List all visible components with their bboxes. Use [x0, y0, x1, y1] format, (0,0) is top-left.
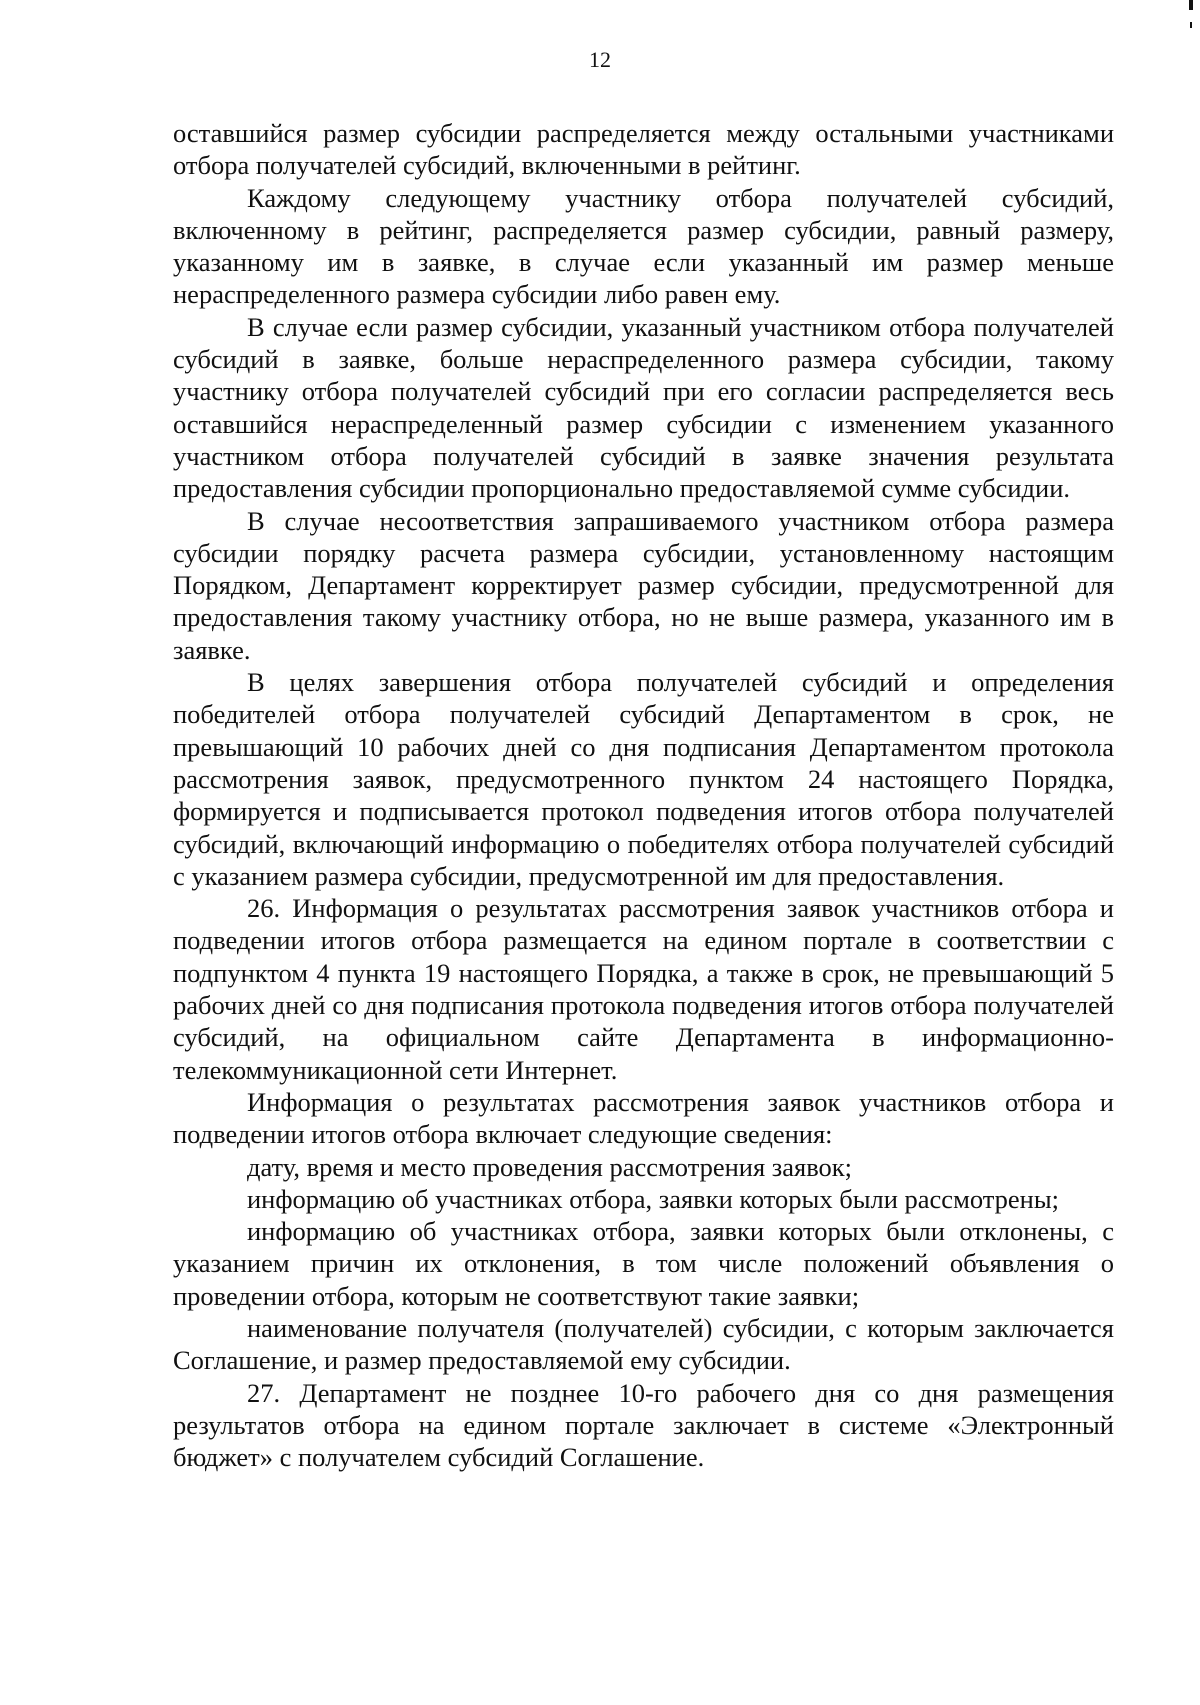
paragraph-selection-completion: В целях завершения отбора получателей субсидий и определения победителей отбора получателей субсидий Департаментом в срок, не превышающий 10 рабочих дней со дня подписания Департаментом протокола рассмотрения заявок, предусмотренного пунктом 24 настоящего Порядка, формируется и подписывается протокол подведения итогов отбора получателей субсидий, включающий информацию о победителях отбора получателей субсидий с указанием размера субсидии, предусмотренной им для предоставления. — [173, 667, 1114, 891]
paragraph-next-participant: Каждому следующему участнику отбора получателей субсидий, включенному в рейтинг, распределяется размер субсидии, равный размеру, указанному им в заявке, в случае если указанный им размер меньше нераспределенного размера субсидии либо равен ему. — [173, 182, 1114, 310]
paragraph-excess-amount: В случае если размер субсидии, указанный участником отбора получателей субсидий в заявке, больше нераспределенного размера субсидии, такому участнику отбора получателей субсидий при его согласии распределяется весь оставшийся нераспределенный размер субсидии с изменением указанного участником отбора получателей субсидий в заявке значения результата предоставления субсидии пропорционально предоставляемой сумме субсидии. — [173, 311, 1114, 504]
list-item-recipient-name: наименование получателя (получателей) субсидии, с которым заключается Соглашение, и размер предоставляемой ему субсидии. — [173, 1312, 1114, 1376]
list-item-review-date: дату, время и место проведения рассмотрения заявок; — [247, 1151, 853, 1182]
scan-artifact-mark — [1190, 22, 1192, 28]
list-item-reviewed-participants: информацию об участниках отбора, заявки которых были рассмотрены; — [247, 1183, 1060, 1214]
paragraph-continuation: оставшийся размер субсидии распределяется между остальными участниками отбора получателей субсидий, включенными в рейтинг. — [173, 118, 1114, 181]
scan-artifact-mark — [1189, 0, 1193, 10]
document-body — [173, 117, 1114, 1473]
paragraph-information-content: Информация о результатах рассмотрения заявок участников отбора и подведении итогов отбора включает следующие сведения: — [173, 1086, 1114, 1150]
paragraph-item-26: 26. Информация о результатах рассмотрения заявок участников отбора и подведении итогов отбора размещается на едином портале в соответствии с подпунктом 4 пункта 19 настоящего Порядка, а также в срок, не превышающий 5 рабочих дней со дня подписания протокола подведения итогов отбора получателей субсидий, на официальном сайте Департамента в информационно-телекоммуникационной сети Интернет. — [173, 893, 1114, 1085]
list-item-rejected-participants: информацию об участниках отбора, заявки которых были отклонены, с указанием причин их отклонения, в том числе положений объявления о проведении отбора, которым не соответствуют такие заявки; — [173, 1216, 1114, 1311]
paragraph-mismatch-correction: В случае несоответствия запрашиваемого участником отбора размера субсидии порядку расчета размера субсидии, установленному настоящим Порядком, Департамент корректирует размер субсидии, предусмотренной для предоставления такому участнику отбора, но не выше размера, указанного им в заявке. — [173, 505, 1114, 665]
page-number: 12 — [589, 47, 611, 72]
paragraph-item-27: 27. Департамент не позднее 10-го рабочего дня со дня размещения результатов отбора на едином портале заключает в системе «Электронный бюджет» с получателем субсидий Соглашение. — [173, 1377, 1114, 1473]
